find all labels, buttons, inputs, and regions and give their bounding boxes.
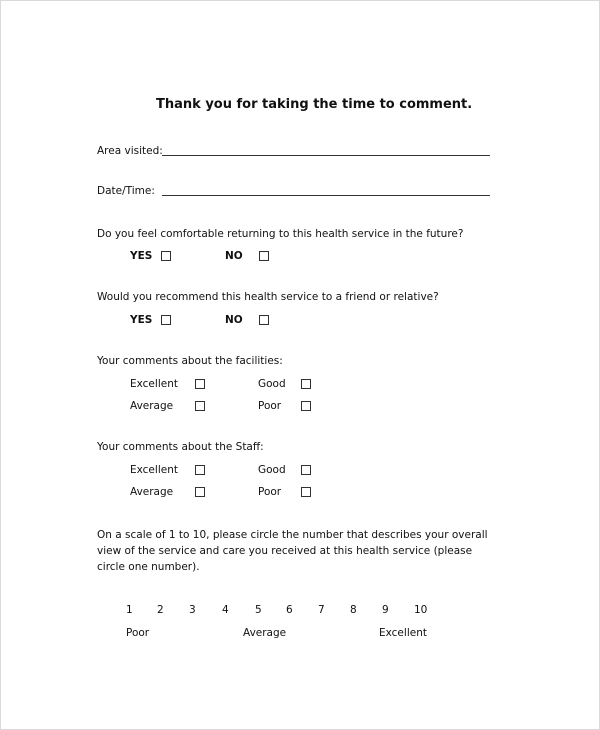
facilities-poor-checkbox[interactable] xyxy=(301,401,311,411)
scale-number-7[interactable]: 7 xyxy=(318,604,325,616)
question-return: Do you feel comfortable returning to this health service in the future? xyxy=(97,228,464,240)
scale-number-2[interactable]: 2 xyxy=(157,604,164,616)
staff-average-label: Average xyxy=(130,486,174,498)
area-visited-label: Area visited: xyxy=(97,145,163,157)
q2-no-checkbox[interactable] xyxy=(259,315,269,325)
facilities-poor-label: Poor xyxy=(258,400,282,412)
scale-number-5[interactable]: 5 xyxy=(255,604,262,616)
scale-number-10[interactable]: 10 xyxy=(414,604,428,616)
q1-yes-label: YES xyxy=(130,250,153,262)
scale-number-4[interactable]: 4 xyxy=(222,604,229,616)
staff-average-checkbox[interactable] xyxy=(195,487,205,497)
facilities-excellent-label: Excellent xyxy=(130,378,178,390)
question-staff: Your comments about the Staff: xyxy=(97,441,264,453)
facilities-good-checkbox[interactable] xyxy=(301,379,311,389)
q1-yes-checkbox[interactable] xyxy=(161,251,171,261)
staff-good-label: Good xyxy=(258,464,286,476)
staff-poor-checkbox[interactable] xyxy=(301,487,311,497)
question-facilities: Your comments about the facilities: xyxy=(97,355,283,367)
q2-yes-checkbox[interactable] xyxy=(161,315,171,325)
staff-good-checkbox[interactable] xyxy=(301,465,311,475)
q1-no-label: NO xyxy=(225,250,243,262)
date-time-line[interactable] xyxy=(162,195,490,196)
scale-average-label: Average xyxy=(243,627,287,639)
question-recommend: Would you recommend this health service to a friend or relative? xyxy=(97,291,439,303)
scale-number-6[interactable]: 6 xyxy=(286,604,293,616)
area-visited-line[interactable] xyxy=(162,155,490,156)
question-scale: On a scale of 1 to 10, please circle the number that describes your overall view of the service and care you received at this health service (please circle one number). xyxy=(97,529,488,573)
form-title: Thank you for taking the time to comment. xyxy=(156,97,473,112)
date-time-label: Date/Time: xyxy=(97,185,155,197)
scale-number-1[interactable]: 1 xyxy=(126,604,133,616)
q2-yes-label: YES xyxy=(130,314,153,326)
q2-no-label: NO xyxy=(225,314,243,326)
staff-excellent-label: Excellent xyxy=(130,464,178,476)
scale-number-8[interactable]: 8 xyxy=(350,604,357,616)
q1-no-checkbox[interactable] xyxy=(259,251,269,261)
facilities-average-label: Average xyxy=(130,400,174,412)
facilities-average-checkbox[interactable] xyxy=(195,401,205,411)
staff-excellent-checkbox[interactable] xyxy=(195,465,205,475)
scale-number-3[interactable]: 3 xyxy=(189,604,196,616)
staff-poor-label: Poor xyxy=(258,486,282,498)
scale-poor-label: Poor xyxy=(126,627,150,639)
facilities-excellent-checkbox[interactable] xyxy=(195,379,205,389)
scale-excellent-label: Excellent xyxy=(379,627,427,639)
facilities-good-label: Good xyxy=(258,378,286,390)
scale-number-9[interactable]: 9 xyxy=(382,604,389,616)
